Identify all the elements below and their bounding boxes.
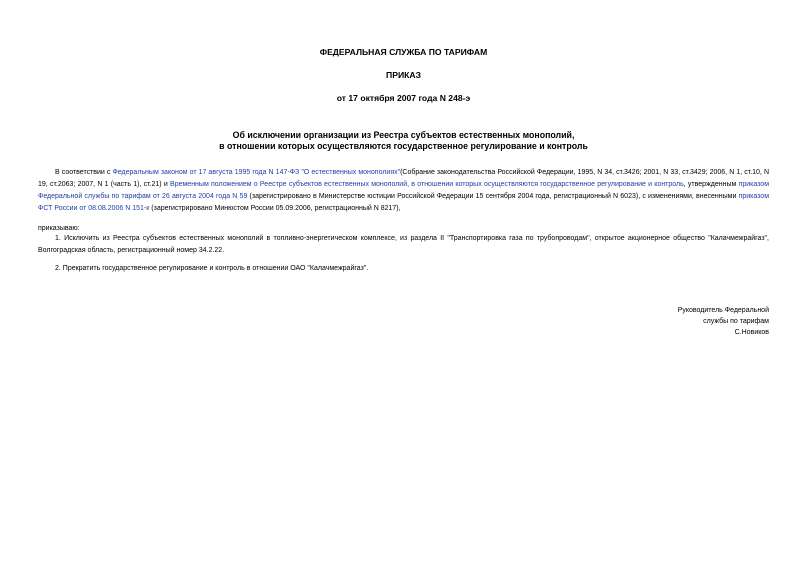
fst-order-151-link[interactable]: приказом ФСТ России от 08.08.2006 N 151-к (38, 193, 770, 212)
preamble-text-4: (зарегистрировано в Министерстве юстиции Российской Федерации 15 сентября 2004 года, регистрационный N 6023), с изменениями, внесенными (247, 193, 739, 200)
temporary-regulation-link[interactable]: Временным положением о Реестре субъектов естественных монополий, в отношении которых осуществляются государственное регулирование и контроль (170, 181, 684, 188)
document-type: ПРИКАЗ (386, 70, 421, 80)
fst-order-59-link[interactable]: приказом Федеральной службы по тарифам от 26 августа 2004 года N 59 (38, 181, 770, 200)
order-item-1: 1. Исключить из Реестра субъектов естественных монополий в топливно-энергетическом комплексе, из раздела II "Транспортировка газа по трубопроводам", открытое акционерное общество "Калачмежрайгаз", Волгоградская область, регистрационный номер 34.2.22. (38, 235, 769, 254)
signature-block (678, 305, 769, 338)
document-title-line-1: Об исключении организации из Реестра субъектов естественных монополий, (232, 130, 575, 140)
signature-line-2: службы по тарифам (703, 318, 769, 325)
signature-line-1: Руководитель Федеральной (677, 307, 769, 314)
preamble-text-3: , утвержденным (683, 181, 739, 188)
preamble-paragraph (38, 167, 769, 215)
federal-law-link[interactable]: Федеральным законом от 17 августа 1995 года N 147-ФЗ "О естественных монополиях" (112, 169, 401, 176)
document-title-line-2: в отношении которых осуществляются государственное регулирование и контроль (219, 141, 588, 151)
agency-name: ФЕДЕРАЛЬНАЯ СЛУЖБА ПО ТАРИФАМ (319, 47, 488, 57)
preamble-text-5: (зарегистрировано Минюстом России 05.09.2006, регистрационный N 8217), (149, 205, 401, 212)
preamble-text-1: В соответствии с (55, 169, 113, 176)
signature-name: С.Новиков (734, 329, 769, 336)
order-item-2: 2. Прекратить государственное регулирование и контроль в отношении ОАО "Калачмежрайгаз". (55, 265, 369, 272)
document-date-number: от 17 октября 2007 года N 248-э (336, 93, 471, 103)
order-word: приказываю: (38, 225, 80, 232)
preamble-text-2: (Собрание законодательства Российской Федерации, 1995, N 34, ст.3426; 2001, N 33, ст.3429; 2006, N 1, ст.10, N 19, ст.2063; 2007, N 1 (часть 1), ст.21) и (38, 169, 770, 188)
